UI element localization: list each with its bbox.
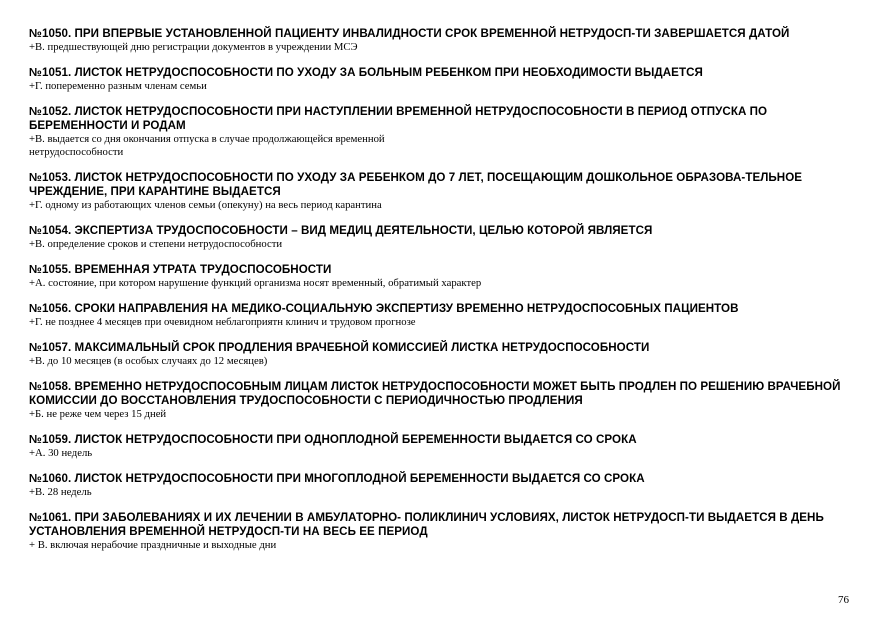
question-1054	[29, 224, 859, 251]
question-title: №1061. ПРИ ЗАБОЛЕВАНИЯХ И ИХ ЛЕЧЕНИИ В АМБУЛАТОРНО- ПОЛИКЛИНИЧ УСЛОВИЯХ, ЛИСТОК НЕТРУДОСП-ТИ ВЫДАЕТСЯ В ДЕНЬ УСТАНОВЛЕНИЯ ВРЕМЕННОЙ НЕТРУДОСП-ТИ НА ВЕСЬ ЕЕ ПЕРИОД	[29, 511, 824, 538]
question-title: №1051. ЛИСТОК НЕТРУДОСПОСОБНОСТИ ПО УХОДУ ЗА БОЛЬНЫМ РЕБЕНКОМ ПРИ НЕОБХОДИМОСТИ ВЫДАЕТСЯ	[29, 66, 703, 79]
question-answer: + В. включая нерабочие праздничные и выходные дни	[29, 539, 277, 551]
question-1051	[29, 66, 859, 93]
question-answer: +В. до 10 месяцев (в особых случаях до 12 месяцев)	[29, 355, 268, 367]
question-title: №1053. ЛИСТОК НЕТРУДОСПОСОБНОСТИ ПО УХОДУ ЗА РЕБЕНКОМ ДО 7 ЛЕТ, ПОСЕЩАЮЩИМ ДОШКОЛЬНОЕ ОБРАЗОВА-ТЕЛЬНОЕ ЧРЕЖДЕНИЕ, ПРИ КАРАНТИНЕ ВЫДАЕТСЯ	[29, 171, 803, 198]
question-1055	[29, 263, 859, 290]
question-title: №1059. ЛИСТОК НЕТРУДОСПОСОБНОСТИ ПРИ ОДНОПЛОДНОЙ БЕРЕМЕННОСТИ ВЫДАЕТСЯ СО СРОКА	[29, 433, 637, 446]
question-1056	[29, 302, 859, 329]
page-number: 76	[838, 594, 849, 606]
question-1061	[29, 511, 859, 552]
question-answer: +Г. попеременно разным членам семьи	[29, 80, 207, 92]
question-1058	[29, 380, 859, 421]
document-page	[29, 27, 859, 564]
question-title: №1055. ВРЕМЕННАЯ УТРАТА ТРУДОСПОСОБНОСТИ	[29, 263, 332, 276]
question-1052	[29, 105, 859, 159]
question-1050	[29, 27, 859, 54]
question-answer: +Б. не реже чем через 15 дней	[29, 408, 167, 420]
question-title: №1057. МАКСИМАЛЬНЫЙ СРОК ПРОДЛЕНИЯ ВРАЧЕБНОЙ КОМИССИЕЙ ЛИСТКА НЕТРУДОСПОСОБНОСТИ	[29, 341, 650, 354]
question-title: №1052. ЛИСТОК НЕТРУДОСПОСОБНОСТИ ПРИ НАСТУПЛЕНИИ ВРЕМЕННОЙ НЕТРУДОСПОСОБНОСТИ В ПЕРИОД ОТПУСКА ПО БЕРЕМЕННОСТИ И РОДАМ	[29, 105, 768, 132]
question-answer: +Г. одному из работающих членов семьи (опекуну) на весь период карантина	[29, 199, 382, 211]
question-answer: +А. состояние, при котором нарушение функций организма носят временный, обратимый характер	[29, 277, 482, 289]
question-answer: +В. определение сроков и степени нетрудоспособности	[29, 238, 283, 250]
question-1059	[29, 433, 859, 460]
question-title: №1060. ЛИСТОК НЕТРУДОСПОСОБНОСТИ ПРИ МНОГОПЛОДНОЙ БЕРЕМЕННОСТИ ВЫДАЕТСЯ СО СРОКА	[29, 472, 645, 485]
question-1060	[29, 472, 859, 499]
question-title: №1058. ВРЕМЕННО НЕТРУДОСПОСОБНЫМ ЛИЦАМ ЛИСТОК НЕТРУДОСПОСОБНОСТИ МОЖЕТ БЫТЬ ПРОДЛЕН ПО РЕШЕНИЮ ВРАЧЕБНОЙ КОМИССИИ ДО ВОССТАНОВЛЕНИЯ ТРУДОСПОСОБНОСТИ С ПЕРИОДИЧНОСТЬЮ ПРОДЛЕНИЯ	[29, 380, 841, 407]
question-answer: +В. 28 недель	[29, 486, 92, 498]
question-answer: +А. 30 недель	[29, 447, 93, 459]
question-1057	[29, 341, 859, 368]
question-title: №1056. СРОКИ НАПРАВЛЕНИЯ НА МЕДИКО-СОЦИАЛЬНУЮ ЭКСПЕРТИЗУ ВРЕМЕННО НЕТРУДОСПОСОБНЫХ ПАЦИЕНТОВ	[29, 302, 739, 315]
question-title: №1054. ЭКСПЕРТИЗА ТРУДОСПОСОБНОСТИ – ВИД МЕДИЦ ДЕЯТЕЛЬНОСТИ, ЦЕЛЬЮ КОТОРОЙ ЯВЛЯЕТСЯ	[29, 224, 653, 237]
question-answer: +Г. не позднее 4 месяцев при очевидном неблагоприятн клинич и трудовом прогнозе	[29, 316, 416, 328]
question-title: №1050. ПРИ ВПЕРВЫЕ УСТАНОВЛЕННОЙ ПАЦИЕНТУ ИНВАЛИДНОСТИ СРОК ВРЕМЕННОЙ НЕТРУДОСП-ТИ ЗАВЕРШАЕТСЯ ДАТОЙ	[29, 27, 790, 40]
question-answer: +В. предшествующей дню регистрации документов в учреждении МСЭ	[29, 41, 358, 53]
question-1053	[29, 171, 859, 212]
question-answer-continued: нетрудоспособности	[29, 146, 124, 158]
question-answer: +В. выдается со дня окончания отпуска в случае продолжающейся временной	[29, 133, 385, 145]
